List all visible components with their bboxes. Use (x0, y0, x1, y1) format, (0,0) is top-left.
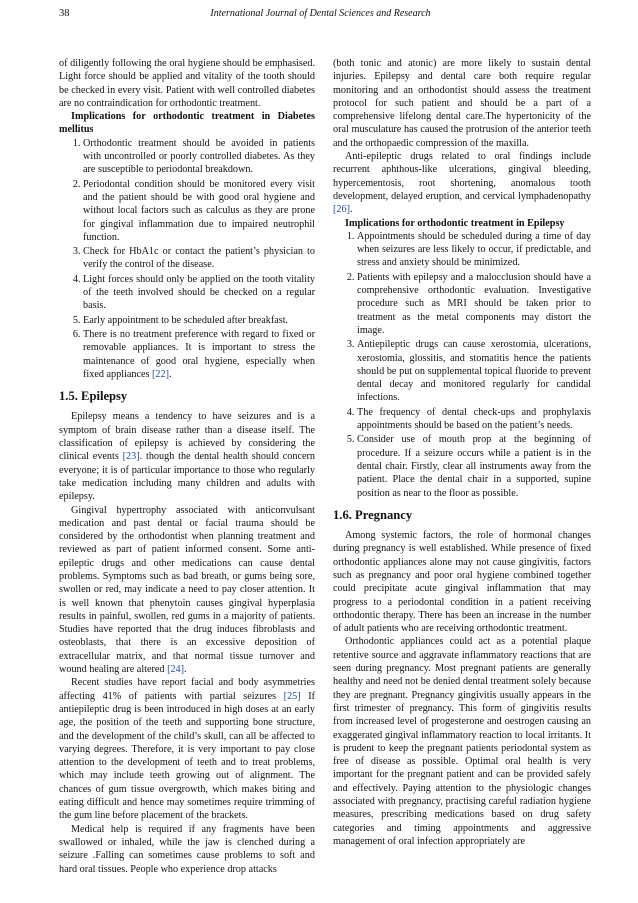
list-item: 6. There is no treatment preference with regard to fixed or removable appliances. It is important to stress the maintenance of good oral hygiene, especially when fixed appliances [22]. (83, 328, 315, 381)
citation-link[interactable]: [22] (152, 368, 170, 380)
list-item: 4. The frequency of dental check-ups and prophylaxis appointments should be based on the patient’s needs. (357, 406, 591, 433)
diabetes-implications-heading: Implications for orthodontic treatment in Diabetes mellitus (59, 111, 315, 136)
paragraph-text: Recent studies have report facial and body asymmetries affecting 41% of patients with partial seizures (59, 677, 315, 702)
epilepsy-paragraph: Medical help is required if any fragments have been swallowed or inhaled, while the jaw is clenched during a seizure .Falling can sometimes cause problems to soft and hard oral tissues. People who experience drop attacks (59, 823, 315, 875)
paragraph-text: Epilepsy means a tendency to have seizures and is a symptom of brain disease rather than a disease itself. The classification of epilepsy is achieved by considering the clinical events (59, 411, 315, 463)
list-item: 3. Check for HbA1c or contact the patient’s physician to verify the control of the disease. (83, 245, 315, 272)
list-item: 1. Orthodontic treatment should be avoided in patients with uncontrolled or poorly controlled diabetes. As they are susceptible to periodontal breakdown. (83, 137, 315, 177)
list-item: 2. Patients with epilepsy and a malocclusion should have a comprehensive orthodontic evaluation. Investigative procedure such as MRI should be taken prior to treatment as the metal components may distort the image. (357, 271, 591, 337)
list-item: 4. Light forces should only be applied on the tooth vitality of the teeth involved should be checked on a regular basis. (83, 273, 315, 313)
epilepsy-implications-heading: Implications for orthodontic treatment in Epilepsy (345, 217, 565, 229)
journal-title: International Journal of Dental Sciences and Research (210, 8, 431, 19)
pregnancy-paragraph: Orthodontic appliances could act as a potential plaque retentive source and aggravate inflammatory reactions that are seen during pregnancy. Most pregnant patients are generally healthy and need not be denied dental treatment solely because they are pregnant. Pregnancy gingivitis usually appears in the first trimester of pregnancy. This form of gingivitis results from increased level of progesterone and oestrogen causing an exaggerated gingival inflammatory reaction to local irritants. It is prudent to keep the pregnant patients periodontal system as free of disease as possible. Optimal oral health is very important for the pregnant patient and can be provided safely and effectively. Paying attention to the physiologic changes associated with pregnancy, practising careful radiation hygiene measures, prescribing medications based on drug safety categories and timing appointments and aggressive management of oral infection appropriately are (333, 636, 591, 847)
section-heading-pregnancy: 1.6. Pregnancy (333, 507, 413, 522)
list-item: 5. Early appointment to be scheduled after breakfast. (83, 314, 315, 327)
citation-link[interactable]: [23] (122, 451, 140, 463)
paragraph-text: Anti-epileptic drugs related to oral findings include recurrent aphthous-like ulcerations, gingival bleeding, hypercementosis, root shortening, anomalous tooth development, delayed eruption, and cervical lymphadenopathy (333, 151, 591, 202)
page-number: 38 (59, 8, 70, 19)
pregnancy-paragraph: Among systemic factors, the role of hormonal changes during pregnancy is well established. While presence of fixed orthodontic appliances alone may not cause gingivitis, factors such as pregnancy and poor oral hygiene combined together could precipitate acute gingival inflammation that may progress to a periodontal condition in a patient receiving orthodontic therapy. There has been an increase in the number of adult patients who are receiving orthodontic treatment. (333, 530, 591, 635)
continuation-paragraph: (both tonic and atonic) are more likely to sustain dental injuries. Epilepsy and dental care both require regular monitoring and an orthodontist should assess the treatment protocol for such patient and should be a part of a comprehensive lifelong dental care.The hypertonicity of the oral musculature has caused the protrusion of the anterior teeth and the orthopaedic compression of the maxilla. (333, 58, 591, 149)
list-item: 1. Appointments should be scheduled during a time of day when seizures are less likely to occur, if predictable, and stress and anxiety should be minimized. (357, 230, 591, 270)
paragraph-text: . though the dental health should concern everyone; it is of particular importance to those who regularly take medication including many children and adults with epilepsy. (59, 451, 316, 503)
epilepsy-paragraph: Gingival hypertrophy associated with anticonvulsant medication and past dental or facial trauma should be considered by the orthodontist when planning treatment and reviewed as part of patient informed consent. Some anti-epileptic drugs and other medications can cause dental problems. Symptoms such as bad breath, or gums being sore, swollen or red, may indicate a need to pay closer attention. It is well known that phenytoin causes gingival hyperplasia results in painful, swollen, red gums in a majority of patients. Studies have reported that the drug induces fibroblasts and osteoblasts, that there is an excessive deposition of extracellular matrix, and that normal tissue turnover and wound healing are altered [24]. (59, 504, 315, 676)
citation-link[interactable]: [24] (167, 664, 185, 676)
epilepsy-implications-list (333, 230, 591, 500)
citation-link[interactable]: [25] (283, 690, 301, 702)
section-heading-epilepsy: 1.5. Epilepsy (59, 389, 128, 404)
paragraph-text: Gingival hypertrophy associated with anticonvulsant medication and past dental or facial trauma should be considered by the orthodontist when planning treatment and reviewed as part of patient informed consent. Some anti-epileptic drugs and other medications can cause dental problems. Symptoms such as bad breath, or gums being sore, swollen or red, may indicate a need to pay closer attention. It is well known that phenytoin causes gingival hyperplasia results in painful, swollen, red gums in a majority of patients. Studies have reported that the drug induces fibroblasts and osteoblasts, that there is an excessive deposition of extracellular matrix, and that normal tissue turnover and wound healing are altered (59, 504, 315, 676)
list-item-text: There is no treatment preference with regard to fixed or removable appliances. It is important to stress the maintenance of good oral hygiene, especially when fixed appliances (83, 328, 315, 380)
list-item: 3. Antiepileptic drugs can cause xerostomia, ulcerations, xerostomia, glossitis, and stomatitis hence the patients should be put on supplemental topical fluoride to prevent dental decay and monitored regularly for candidal infections. (357, 338, 591, 404)
left-column (59, 57, 315, 876)
list-item: 2. Periodontal condition should be monitored every visit and the patient should be with good oral hygiene and without local factors such as calculus as they are prone for gingival inflammation due to impaired neutrophil function. (83, 178, 315, 244)
list-item: 5. Consider use of mouth prop at the beginning of procedure. If a seizure occurs while a patient is in the dental chair. Firstly, clear all instruments away from the patient. Place the dental chair in a supported, supine position as near to the floor as possible. (357, 433, 591, 499)
diabetes-implications-list (59, 137, 315, 381)
citation-link[interactable]: [26] (333, 204, 350, 216)
drugs-paragraph: Anti-epileptic drugs related to oral findings include recurrent aphthous-like ulcerations, gingival bleeding, hypercementosis, root shortening, anomalous tooth development, delayed eruption, and cervical lymphadenopathy [26]. (333, 151, 591, 216)
epilepsy-paragraph (59, 410, 315, 503)
page-header (59, 8, 582, 28)
epilepsy-paragraph (59, 676, 315, 822)
intro-paragraph: of diligently following the oral hygiene should be emphasised. Light force should be applied and vitality of the tooth should be checked in every visit. Patient with well controlled diabetes are no contraindication for orthodontic treatment. (59, 58, 315, 109)
paragraph-text: If antiepileptic drug is been introduced in high doses at an early age, the position of the teeth and supporting bone structure, and the development of the child’s skull, can all be affected to varying degrees. Therefore, it is very important to pay close attention to the development of teeth and to treat problems, which may include teeth growing out of alignment. The chances of gum tissue overgrowth, which makes biting and eating difficult and hence may sometimes require trimming of the gum line before placement of the brackets. (59, 690, 316, 822)
right-column (333, 57, 591, 848)
